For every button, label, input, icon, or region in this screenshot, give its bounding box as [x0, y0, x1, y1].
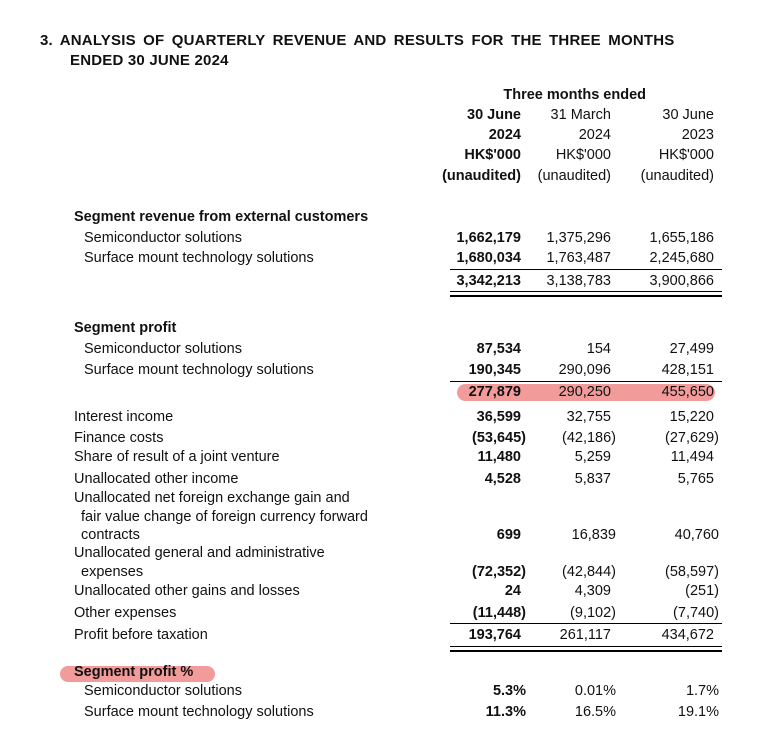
value-q2-2024: 193,764 — [468, 627, 521, 643]
subtotal-rule — [450, 623, 722, 624]
value-q2-2023: (7,740) — [673, 605, 719, 621]
value-q1-2024: 32,755 — [566, 409, 611, 425]
value-q2-2024: 11,480 — [477, 449, 521, 465]
row-label: Other expenses — [74, 605, 177, 621]
row-label: Surface mount technology solutions — [84, 362, 314, 378]
row-label: Unallocated other income — [74, 471, 239, 487]
value-q2-2023: 27,499 — [669, 341, 714, 357]
row-label: expenses — [81, 564, 144, 580]
value-q2-2024: (11,448) — [472, 605, 526, 621]
segment-profit-pct-heading: Segment profit % — [74, 664, 194, 680]
value-q1-2024: (42,844) — [561, 564, 616, 580]
col2-year: 2024 — [578, 127, 611, 143]
col3-year: 2023 — [681, 127, 714, 143]
value-q2-2024: 1,662,179 — [456, 230, 521, 246]
total-q1-2024: 290,250 — [558, 384, 611, 400]
row-label: Surface mount technology solutions — [84, 704, 314, 720]
value-q2-2023: (58,597) — [664, 564, 719, 580]
col1-audit: (unaudited) — [442, 168, 521, 184]
col2-audit: (unaudited) — [537, 168, 611, 184]
table-row — [0, 428, 762, 449]
value-q2-2024: 699 — [496, 527, 521, 543]
table-row — [0, 447, 762, 468]
row-label: Profit before taxation — [74, 627, 208, 643]
segment-profit-heading: Segment profit — [74, 320, 177, 336]
table-row — [0, 360, 762, 381]
total-q2-2024: 277,879 — [468, 384, 521, 400]
value-q2-2023: 11,494 — [670, 449, 714, 465]
segment-revenue-heading: Segment revenue from external customers — [74, 209, 369, 225]
table-row — [0, 248, 762, 269]
table-row — [0, 562, 762, 583]
value-q2-2023: 434,672 — [661, 627, 714, 643]
value-q2-2023: 1.7% — [685, 683, 719, 699]
value-q2-2024: 24 — [504, 583, 521, 599]
table-row — [0, 603, 762, 624]
value-q1-2024: 4,309 — [574, 583, 611, 599]
table-row — [0, 469, 762, 490]
segment-revenue-heading-row — [0, 207, 762, 228]
total-double-rule — [450, 646, 722, 652]
row-label: Semiconductor solutions — [84, 341, 242, 357]
value-q1-2024: 1,375,296 — [546, 230, 611, 246]
value-q2-2024: 4,528 — [484, 471, 521, 487]
value-q1-2024: 5,259 — [574, 449, 611, 465]
row-label: Surface mount technology solutions — [84, 250, 314, 266]
value-q2-2024: 87,534 — [476, 341, 521, 357]
value-q1-2024: 261,117 — [559, 627, 611, 643]
col1-date: 30 June — [467, 107, 521, 123]
row-label: contracts — [81, 527, 140, 543]
value-q2-2023: 1,655,186 — [649, 230, 714, 246]
period-caption: Three months ended — [503, 87, 646, 103]
value-q1-2024: 16.5% — [574, 704, 616, 720]
value-q1-2024: 0.01% — [574, 683, 616, 699]
row-label: Unallocated other gains and losses — [74, 583, 300, 599]
total-double-rule — [450, 291, 722, 297]
table-row — [0, 581, 762, 602]
col2-date: 31 March — [550, 107, 611, 123]
col1-year: 2024 — [488, 127, 521, 143]
value-q2-2023: 5,765 — [677, 471, 714, 487]
value-q2-2024: 5.3% — [492, 683, 526, 699]
value-q1-2024: 154 — [586, 341, 611, 357]
value-q1-2024: (9,102) — [570, 605, 616, 621]
table-row — [0, 681, 762, 702]
row-label: Semiconductor solutions — [84, 230, 242, 246]
table-row — [0, 407, 762, 428]
row-label: Unallocated net foreign exchange gain and — [74, 490, 350, 506]
total-q1-2024: 3,138,783 — [546, 273, 611, 289]
value-q2-2023: 19.1% — [677, 704, 719, 720]
value-q1-2024: 16,839 — [571, 527, 616, 543]
segment-profit-pct-heading-row — [0, 662, 762, 683]
value-q2-2024: 11.3% — [485, 704, 526, 720]
col3-audit: (unaudited) — [640, 168, 714, 184]
value-q2-2023: 40,760 — [674, 527, 719, 543]
profit-before-tax-row — [0, 625, 762, 646]
value-q2-2024: 36,599 — [476, 409, 521, 425]
table-row-label-line — [0, 488, 762, 509]
table-row — [0, 702, 762, 723]
value-q1-2024: 290,096 — [558, 362, 611, 378]
value-q2-2023: 15,220 — [669, 409, 714, 425]
table-row — [0, 228, 762, 249]
value-q2-2023: 428,151 — [661, 362, 714, 378]
section-title-line-2: ENDED 30 JUNE 2024 — [70, 52, 229, 69]
value-q1-2024: (42,186) — [561, 430, 616, 446]
total-q2-2024: 3,342,213 — [456, 273, 521, 289]
table-row-label-line — [0, 543, 762, 564]
value-q2-2024: 190,345 — [468, 362, 521, 378]
value-q2-2023: 2,245,680 — [649, 250, 714, 266]
row-label: Share of result of a joint venture — [74, 449, 280, 465]
table-total-row — [0, 271, 762, 292]
value-q2-2024: (53,645) — [471, 430, 526, 446]
row-label: fair value change of foreign currency forward — [81, 509, 368, 525]
section-title-line-1: 3. ANALYSIS OF QUARTERLY REVENUE AND RESULTS FOR THE THREE MONTHS — [40, 32, 675, 49]
value-q2-2023: (251) — [685, 583, 719, 599]
section-title — [40, 31, 674, 71]
row-label: Finance costs — [74, 430, 164, 446]
col1-currency: HK$'000 — [464, 147, 521, 163]
value-q1-2024: 5,837 — [574, 471, 611, 487]
col2-currency: HK$'000 — [555, 147, 611, 163]
value-q2-2024: (72,352) — [471, 564, 526, 580]
row-label: Semiconductor solutions — [84, 683, 242, 699]
value-q1-2024: 1,763,487 — [546, 250, 611, 266]
row-label: Interest income — [74, 409, 174, 425]
value-q2-2024: 1,680,034 — [456, 250, 521, 266]
table-total-row — [0, 382, 762, 403]
value-q2-2023: (27,629) — [664, 430, 719, 446]
col3-date: 30 June — [662, 107, 714, 123]
segment-profit-heading-row — [0, 318, 762, 339]
subtotal-rule — [450, 269, 722, 270]
col3-currency: HK$'000 — [658, 147, 714, 163]
table-row — [0, 339, 762, 360]
total-q2-2023: 455,650 — [661, 384, 714, 400]
total-q2-2023: 3,900,866 — [649, 273, 714, 289]
row-label: Unallocated general and administrative — [74, 545, 325, 561]
